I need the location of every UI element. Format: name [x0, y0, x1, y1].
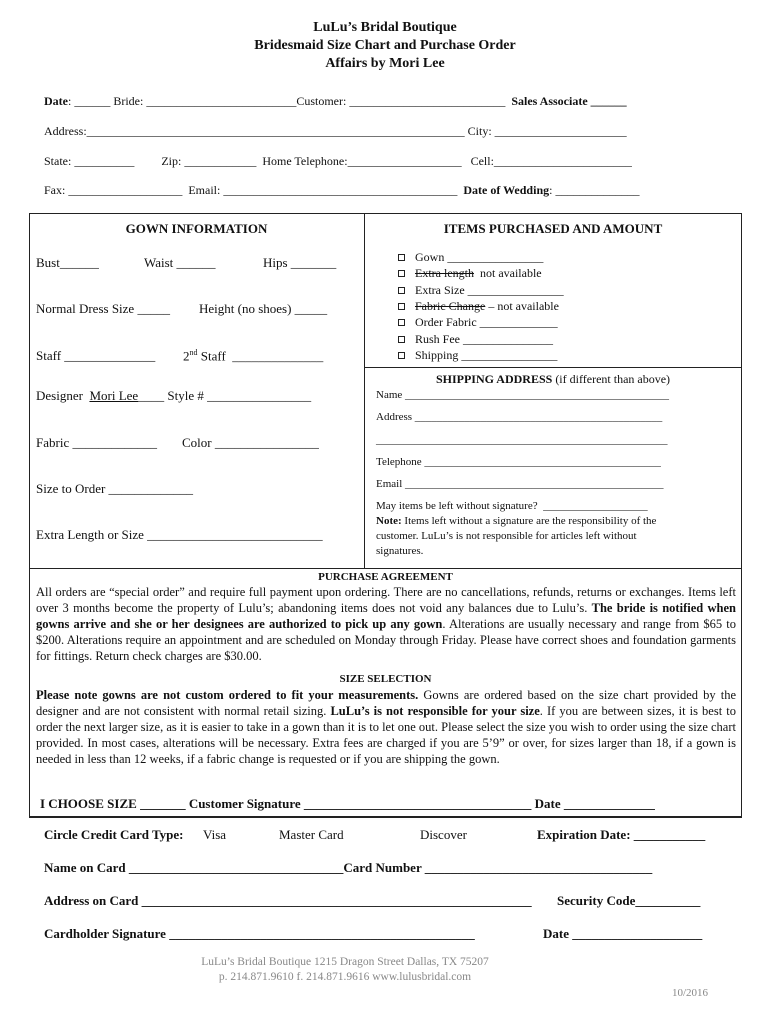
shipping-divider	[364, 367, 742, 368]
second-staff-field[interactable]	[183, 348, 323, 364]
name-card-number-fields[interactable]: Name on Card _________________________________Card Number ___________________________________	[44, 860, 653, 875]
item-extra-length-label: Extra length	[415, 266, 474, 280]
shipping-title-bold: SHIPPING ADDRESS	[435, 372, 553, 386]
extra-length-size-field[interactable]: Extra Length or Size ___________________________	[36, 527, 323, 542]
item-shipping[interactable]	[398, 348, 557, 363]
agreement-text-2: . Alterations are usually necessary and range from $65 to $200. Alterations require an appointment and are scheduled on Monday through Friday. Please have correct shoes and foundation garments for fittings. Return check charges are $30.00.	[36, 617, 736, 663]
ship-address-field[interactable]: Address _____________________________________________	[376, 411, 663, 423]
size-bold-1: Please note gowns are not custom ordered to fit your measurements.	[36, 688, 419, 702]
cc-visa-option[interactable]: Visa	[203, 827, 227, 842]
cardholder-signature-field[interactable]: Cardholder Signature _______________________________________________	[44, 926, 475, 941]
size-selection-text	[36, 687, 736, 767]
size-selection-title: SIZE SELECTION	[339, 673, 432, 685]
security-code-field[interactable]: Security Code__________	[557, 893, 701, 908]
checkbox-icon[interactable]	[398, 352, 405, 359]
item-shipping-label: Shipping ________________	[415, 348, 558, 362]
color-field[interactable]: Color ________________	[182, 435, 319, 450]
item-extra-length[interactable]	[398, 266, 542, 281]
cc-mastercard-option[interactable]: Master Card	[279, 827, 344, 842]
checkbox-icon[interactable]	[398, 319, 405, 326]
signature-note-line2: customer. LuLu’s is not responsible for articles left without	[376, 530, 637, 542]
agreement-divider	[29, 568, 742, 569]
item-fabric-change-label: Fabric Change	[415, 299, 486, 313]
footer-address: LuLu’s Bridal Boutique 1215 Dragon Street Dallas, TX 75207	[201, 956, 489, 968]
note-text-1: Items left without a signature are the responsibility of the	[401, 515, 657, 527]
leave-without-signature-field[interactable]: May items be left without signature? ___________________	[376, 500, 648, 512]
shipping-address-title	[364, 372, 742, 387]
item-order-fabric-label: Order Fabric _____________	[415, 315, 558, 329]
item-rush-fee[interactable]	[398, 332, 553, 347]
bride-customer-fields[interactable]: : ______ Bride: _________________________Customer: __________________________	[68, 94, 512, 108]
state-zip-phone-row[interactable]: State: __________ Zip: ____________ Home Telephone:___________________ Cell:_______________________	[44, 154, 632, 168]
checkbox-icon[interactable]	[398, 287, 405, 294]
shipping-title-note: (if different than above)	[552, 372, 671, 386]
item-fabric-change-note: – not available	[485, 299, 559, 313]
signature-note-line1	[376, 515, 656, 527]
footer-contact: p. 214.871.9610 f. 214.871.9616 www.lulusbridal.com	[218, 971, 472, 983]
size-text-1: Gowns are ordered based on the size chart provided by the designer and are not consistent with normal retail sizing.	[36, 688, 736, 718]
date-of-wedding-field[interactable]: : ______________	[549, 183, 640, 197]
ship-email-field[interactable]: Email _______________________________________________	[376, 478, 664, 490]
column-divider	[364, 213, 365, 568]
checkbox-icon[interactable]	[398, 303, 405, 310]
signature-note-line3: signatures.	[376, 545, 424, 557]
form-subtitle: Affairs by Mori Lee	[325, 56, 445, 71]
second-staff-label: Staff ______________	[197, 348, 324, 364]
size-bold-2: LuLu’s is not responsible for your size	[330, 704, 540, 718]
payment-date-field[interactable]: Date ____________________	[543, 926, 703, 941]
date-of-wedding-label: Date of Wedding	[463, 183, 550, 197]
purchase-agreement-text	[36, 584, 736, 664]
info-row-4	[44, 183, 639, 198]
checkbox-icon[interactable]	[398, 254, 405, 261]
revision-date: 10/2016	[672, 987, 709, 999]
sales-associate-field[interactable]: Sales Associate ______	[511, 94, 627, 108]
normal-dress-size-field[interactable]: Normal Dress Size _____	[36, 301, 170, 316]
date-label: Date	[44, 94, 68, 108]
waist-field[interactable]: Waist ______	[144, 255, 216, 270]
purchase-agreement-title: PURCHASE AGREEMENT	[318, 571, 453, 583]
item-extra-length-note: not available	[473, 266, 542, 280]
ship-name-field[interactable]: Name ________________________________________________	[376, 389, 670, 401]
second-staff-num: 2	[183, 348, 190, 364]
second-staff-sup: nd	[189, 348, 198, 357]
expiration-date-field[interactable]: Expiration Date: ___________	[537, 827, 706, 842]
bust-field[interactable]: Bust______	[36, 255, 99, 270]
ship-telephone-field[interactable]: Telephone ___________________________________________	[376, 456, 661, 468]
item-extra-size[interactable]	[398, 283, 564, 298]
fabric-field[interactable]: Fabric _____________	[36, 435, 157, 450]
agreement-text-1: All orders are “special order” and require full payment upon ordering. There are no cancellations, refunds, returns or exchanges. Items left over 3 months become the property of Lulu’s; abandoning items does not void any balances due to Lulu’s.	[36, 585, 736, 615]
ship-address-line2-field[interactable]: _____________________________________________________	[376, 434, 668, 446]
items-purchased-title: ITEMS PURCHASED AND AMOUNT	[443, 221, 663, 236]
item-order-fabric[interactable]	[398, 315, 558, 330]
checkbox-icon[interactable]	[398, 270, 405, 277]
choose-size-signature-line[interactable]: I CHOOSE SIZE _______ Customer Signature ___________________________________ Date ______________	[40, 796, 655, 811]
designer-name: Mori Lee	[89, 388, 139, 403]
cc-type-label: Circle Credit Card Type:	[44, 827, 184, 842]
boutique-name: LuLu’s Bridal Boutique	[313, 20, 457, 35]
designer-label: Designer	[36, 388, 90, 403]
address-city-row[interactable]: Address:_______________________________________________________________ City: ______________________	[44, 124, 627, 138]
choose-size-divider	[29, 817, 742, 818]
style-number-field: ____ Style # ________________	[138, 388, 312, 403]
form-title: Bridesmaid Size Chart and Purchase Order	[254, 38, 516, 53]
item-rush-fee-label: Rush Fee _______________	[415, 332, 553, 346]
size-to-order-field[interactable]: Size to Order _____________	[36, 481, 194, 496]
gown-info-title: GOWN INFORMATION	[125, 221, 268, 236]
height-field[interactable]: Height (no shoes) _____	[199, 301, 328, 316]
designer-style-field[interactable]	[36, 388, 311, 404]
item-extra-size-label: Extra Size ________________	[415, 283, 564, 297]
checkbox-icon[interactable]	[398, 336, 405, 343]
size-text-2: . If you are between sizes, it is best to order the next larger size, as it is easier to take in a gown than it is to let one out. Please select the size you wish to order using the size chart provided. In most cases, alterations will be necessary. Extra fees are charged if you are 5’9” or over, for sizes larger than 18, if a gown is needed in less than 12 weeks, if a fabric change is requested or if you are shipping the gown.	[36, 704, 736, 766]
item-gown-label: Gown ________________	[415, 250, 544, 264]
fax-email-fields[interactable]: Fax: ___________________ Email: _______________________________________	[44, 183, 464, 197]
cc-discover-option[interactable]: Discover	[420, 827, 467, 842]
hips-field[interactable]: Hips _______	[263, 255, 337, 270]
item-fabric-change[interactable]	[398, 299, 559, 314]
note-label: Note:	[376, 515, 402, 527]
agreement-pickup-bold: The bride is notified when gowns arrive and she or her designees are authorized to pick up any gown	[36, 601, 736, 631]
staff-field[interactable]: Staff ______________	[36, 348, 156, 363]
address-on-card-field[interactable]: Address on Card ____________________________________________________________	[44, 893, 532, 908]
item-gown[interactable]	[398, 250, 543, 265]
info-row-1	[44, 94, 627, 109]
